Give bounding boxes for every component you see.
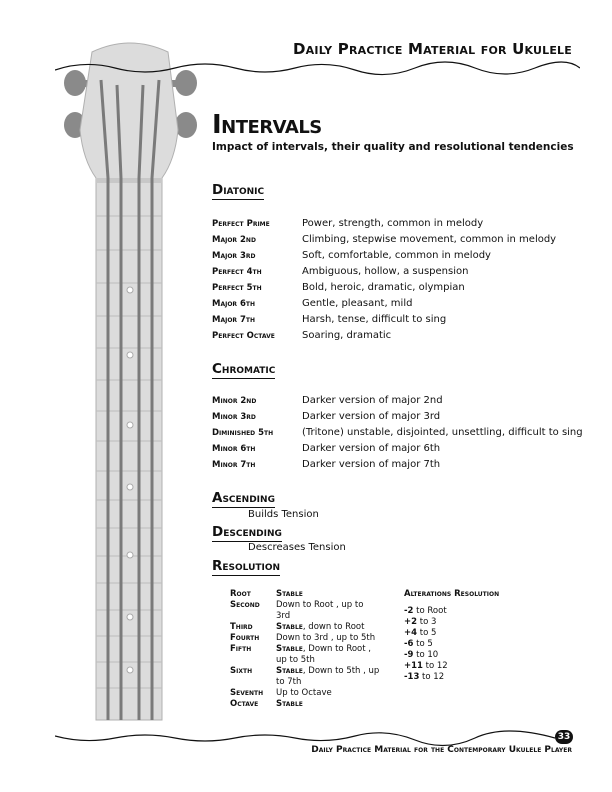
- table-row: [230, 600, 380, 622]
- interval-description: Darker version of major 7th: [302, 459, 441, 470]
- chromatic-list: [212, 393, 592, 473]
- list-item: [212, 441, 592, 457]
- interval-description: Soft, comfortable, common in melody: [302, 250, 491, 261]
- chromatic-heading: Chromatic: [212, 361, 276, 377]
- alterations-resolution: [404, 589, 499, 683]
- list-item: [212, 280, 592, 296]
- table-row: [230, 633, 380, 644]
- table-row: [230, 688, 380, 699]
- interval-name: Major 3rd: [212, 251, 256, 261]
- interval-description: Power, strength, common in melody: [302, 218, 484, 229]
- interval-description: Climbing, stepwise movement, common in melody: [302, 234, 557, 245]
- header-title: Daily Practice Material for Ukulele: [293, 40, 572, 58]
- interval-name: Major 7th: [212, 315, 256, 325]
- interval-description: Gentle, pleasant, mild: [302, 298, 413, 309]
- degree-name: Fifth: [230, 644, 252, 654]
- interval-name: Diminished 5th: [212, 428, 274, 438]
- resolution-table: [230, 589, 380, 710]
- alterations-heading: Alterations Resolution: [404, 589, 500, 599]
- list-item: -2 to Root: [404, 606, 447, 616]
- list-item: [212, 296, 592, 312]
- interval-name: Perfect 5th: [212, 283, 262, 293]
- header-wave-divider: [55, 58, 580, 78]
- degree-resolution: Stable: [276, 589, 303, 599]
- descending-text: Descreases Tension: [248, 542, 346, 553]
- interval-description: Bold, heroic, dramatic, olympian: [302, 282, 465, 293]
- interval-description: (Tritone) unstable, disjointed, unsettling, difficult to sing: [302, 427, 583, 438]
- degree-name: Fourth: [230, 633, 260, 643]
- list-item: [212, 328, 592, 344]
- list-item: [212, 264, 592, 280]
- page-title: Intervals: [212, 110, 322, 140]
- list-item: [212, 248, 592, 264]
- interval-name: Perfect 4th: [212, 267, 262, 277]
- interval-name: Minor 2nd: [212, 396, 257, 406]
- degree-resolution: Stable, Down to 5th , up to 7th: [276, 666, 380, 687]
- list-item: +2 to 3: [404, 617, 437, 627]
- ascending-text: Builds Tension: [248, 509, 319, 520]
- resolution-heading: Resolution: [212, 558, 281, 574]
- interval-description: Darker version of major 2nd: [302, 395, 443, 406]
- interval-description: Darker version of major 6th: [302, 443, 441, 454]
- table-row: [230, 699, 380, 710]
- interval-description: Harsh, tense, difficult to sing: [302, 314, 447, 325]
- degree-name: Third: [230, 622, 253, 632]
- list-item: +11 to 12: [404, 661, 448, 671]
- table-row: [230, 644, 380, 666]
- diatonic-heading: Diatonic: [212, 182, 265, 198]
- page-subtitle: Impact of intervals, their quality and resolutional tendencies: [212, 141, 574, 153]
- list-item: [212, 425, 592, 441]
- degree-resolution: Stable, Down to Root , up to 5th: [276, 644, 371, 665]
- table-row: [230, 666, 380, 688]
- list-item: [212, 393, 592, 409]
- page-number-badge: 33: [555, 730, 573, 744]
- list-item: +4 to 5: [404, 628, 437, 638]
- list-item: [212, 232, 592, 248]
- list-item: -13 to 12: [404, 672, 445, 682]
- degree-resolution: Down to Root , up to 3rd: [276, 600, 364, 621]
- descending-heading: Descending: [212, 524, 282, 540]
- ascending-heading: Ascending: [212, 490, 275, 506]
- interval-description: Soaring, dramatic: [302, 330, 392, 341]
- list-item: [212, 457, 592, 473]
- diatonic-list: [212, 216, 592, 344]
- interval-name: Minor 7th: [212, 460, 256, 470]
- table-row: [230, 589, 380, 600]
- footer-title: Daily Practice Material for the Contemporary Ukulele Player: [311, 745, 572, 755]
- degree-resolution: Stable: [276, 699, 303, 709]
- interval-name: Major 6th: [212, 299, 256, 309]
- degree-name: Second: [230, 600, 260, 610]
- degree-name: Octave: [230, 699, 259, 709]
- ukulele-neck-illustration: [0, 0, 200, 792]
- interval-name: Perfect Octave: [212, 331, 275, 341]
- list-item: [212, 409, 592, 425]
- list-item: [212, 216, 592, 232]
- interval-name: Minor 6th: [212, 444, 256, 454]
- interval-description: Ambiguous, hollow, a suspension: [302, 266, 469, 277]
- degree-name: Root: [230, 589, 251, 599]
- interval-name: Minor 3rd: [212, 412, 256, 422]
- degree-resolution: Down to 3rd , up to 5th: [276, 633, 376, 643]
- degree-resolution: Up to Octave: [276, 688, 332, 698]
- degree-name: Sixth: [230, 666, 253, 676]
- degree-name: Seventh: [230, 688, 264, 698]
- list-item: [212, 312, 592, 328]
- interval-description: Darker version of major 3rd: [302, 411, 441, 422]
- list-item: -6 to 5: [404, 639, 433, 649]
- interval-name: Perfect Prime: [212, 219, 270, 229]
- list-item: -9 to 10: [404, 650, 439, 660]
- table-row: [230, 622, 380, 633]
- interval-name: Major 2nd: [212, 235, 256, 245]
- degree-resolution: Stable, down to Root: [276, 622, 365, 632]
